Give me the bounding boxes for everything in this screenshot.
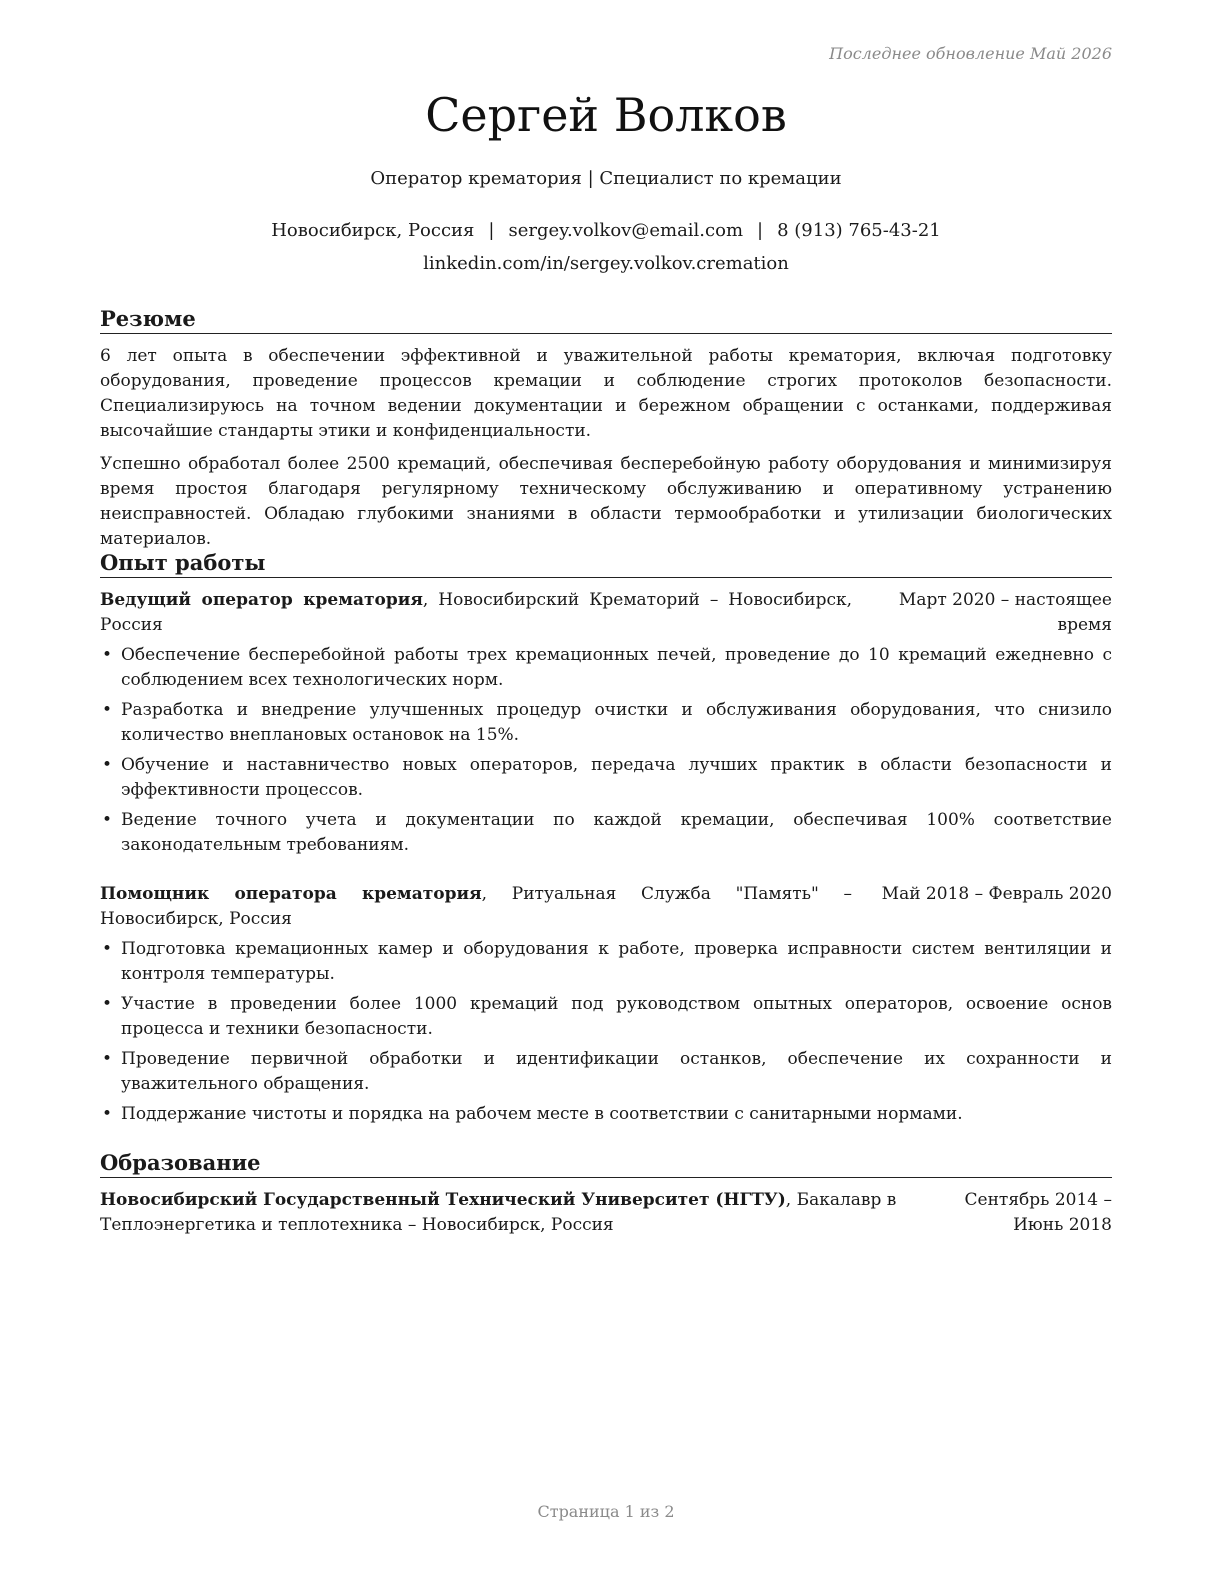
job-dates: Май 2018 – Февраль 2020 <box>881 884 1112 904</box>
contact-separator: | <box>757 220 764 241</box>
job-entry <box>100 882 1112 1127</box>
summary-paragraph: Успешно обработал более 2500 кремаций, обеспечивая бесперебойную работу оборудования и минимизируя время простоя благодаря регулярному техническому обслуживанию и оперативному устранению неисправностей. Обладаю глубокими знаниями в области термообработки и утилизации биологических материалов. <box>100 454 1112 549</box>
resume-page <box>100 0 1112 1584</box>
contact-line <box>100 220 1112 241</box>
summary-paragraph: 6 лет опыта в обеспечении эффективной и уважительной работы крематория, включая подготовку оборудования, проведение процессов кремации и соблюдение строгих протоколов безопасности. Специализируюсь на точном ведении документации и бережном обращении с останками, поддерживая высочайшие стандарты этики и конфиденциальности. <box>100 346 1112 441</box>
candidate-title: Оператор крематория | Специалист по кремации <box>370 168 842 189</box>
education-dates: Сентябрь 2014 – Июнь 2018 <box>964 1190 1112 1235</box>
job-header <box>100 882 1112 932</box>
candidate-name: Сергей Волков <box>425 88 787 142</box>
list-item: • Разработка и внедрение улучшенных процедур очистки и обслуживания оборудования, что снизило количество внеплановых остановок на 15%. <box>100 698 1112 748</box>
degree-details: , Бакалавр в Теплоэнергетика и теплотехника – Новосибирск, Россия <box>100 1190 897 1235</box>
page-number: Страница 1 из 2 <box>537 1502 675 1521</box>
list-item: • Поддержание чистоты и порядка на рабочем месте в соответствии с санитарными нормами. <box>100 1102 1112 1127</box>
list-item: • Обучение и наставничество новых операторов, передача лучших практик в области безопасности и эффективности процессов. <box>100 753 1112 803</box>
institution-name: Новосибирский Государственный Технический Университет (НГТУ) <box>100 1190 786 1210</box>
list-item: • Участие в проведении более 1000 кремаций под руководством опытных операторов, освоение основ процесса и техники безопасности. <box>100 992 1112 1042</box>
linkedin-link[interactable]: linkedin.com/in/sergey.volkov.cremation <box>423 253 789 274</box>
list-item: • Подготовка кремационных камер и оборудования к работе, проверка исправности систем вентиляции и контроля температуры. <box>100 937 1112 987</box>
summary-section <box>100 306 1112 560</box>
job-role: Помощник оператора крематория <box>100 884 482 904</box>
job-entry <box>100 588 1112 858</box>
job-dates: Март 2020 – настоящее время <box>898 590 1112 635</box>
experience-section <box>100 550 1112 1132</box>
phone-number: 8 (913) 765-43-21 <box>777 220 941 241</box>
location: Новосибирск, Россия <box>271 220 475 241</box>
education-heading: Образование <box>100 1150 1112 1178</box>
summary-heading: Резюме <box>100 306 1112 334</box>
list-item: • Обеспечение бесперебойной работы трех кремационных печей, проведение до 10 кремаций ежедневно с соблюдением всех технологических норм. <box>100 643 1112 693</box>
last-updated: Последнее обновление Май 2026 <box>829 44 1112 63</box>
education-section <box>100 1150 1112 1238</box>
experience-heading: Опыт работы <box>100 550 1112 578</box>
list-item: • Проведение первичной обработки и идентификации останков, обеспечение их сохранности и уважительного обращения. <box>100 1047 1112 1097</box>
job-role: Ведущий оператор крематория <box>100 590 423 610</box>
email-link[interactable]: sergey.volkov@email.com <box>508 220 744 241</box>
contact-separator: | <box>488 220 495 241</box>
job-org: , Новосибирский Крематорий – Новосибирск, Россия <box>100 590 852 635</box>
job-bullets <box>100 937 1112 1127</box>
job-bullets <box>100 643 1112 858</box>
job-header <box>100 588 1112 638</box>
list-item: • Ведение точного учета и документации по каждой кремации, обеспечивая 100% соответствие законодательным требованиям. <box>100 808 1112 858</box>
job-org: , Ритуальная Служба "Память" – Новосибирск, Россия <box>100 884 852 929</box>
education-entry <box>100 1188 1112 1238</box>
